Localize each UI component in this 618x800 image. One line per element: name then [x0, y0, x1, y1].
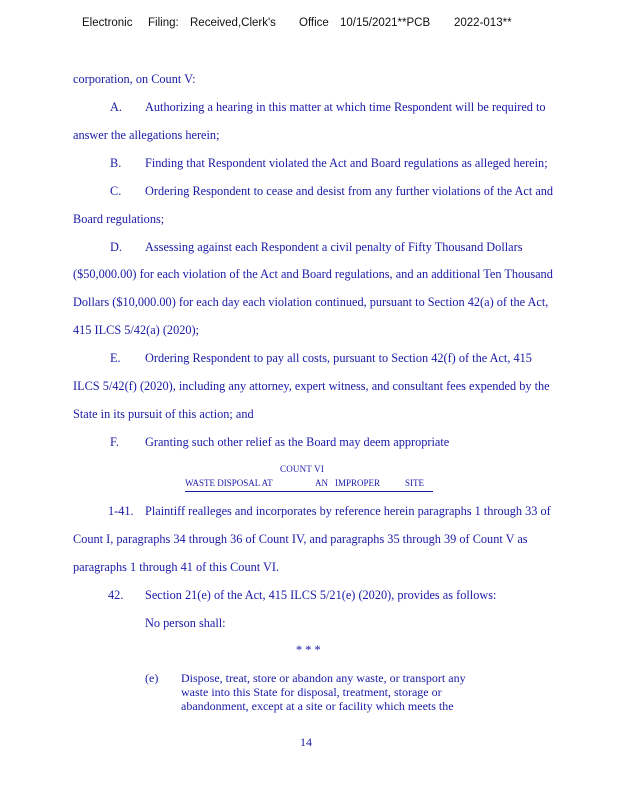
prayer-label-d: D.	[110, 240, 122, 254]
prayer-b-line-1: Finding that Respondent violated the Act and Board regulations as alleged herein;	[145, 156, 548, 170]
prayer-a-line-2: answer the allegations herein;	[73, 128, 220, 142]
prayer-c-line-2: Board regulations;	[73, 212, 165, 226]
quote-label-e: (e)	[145, 671, 159, 685]
paragraph-number-42: 42.	[108, 588, 124, 602]
header-electronic: Electronic	[82, 17, 133, 29]
paragraph-1-41-line-1: Plaintiff realleges and incorporates by reference herein paragraphs 1 through 33 of	[145, 504, 551, 518]
subheading-part-3: IMPROPER	[335, 478, 381, 488]
page-number: 14	[300, 735, 312, 749]
prayer-label-a: A.	[110, 100, 122, 114]
prayer-d-line-2: ($50,000.00) for each violation of the Act and Board regulations, and an additional Ten Thousand	[73, 267, 553, 281]
no-person-shall: No person shall:	[145, 616, 226, 630]
header-office: Office	[299, 17, 329, 29]
prayer-f-line-1: Granting such other relief as the Board may deem appropriate	[145, 435, 450, 449]
prayer-label-b: B.	[110, 156, 122, 170]
header-date: 10/15/2021**PCB	[340, 17, 431, 29]
quote-line-2: waste into this State for disposal, treatment, storage or	[181, 685, 442, 699]
prayer-e-line-3: State in its pursuit of this action; and	[73, 407, 254, 421]
section-asterisks: * * *	[296, 643, 321, 657]
prayer-c-line-1: Ordering Respondent to cease and desist from any further violations of the Act and	[145, 184, 554, 198]
prayer-a-line-1: Authorizing a hearing in this matter at which time Respondent will be required to	[145, 100, 546, 114]
paragraph-1-41-line-2: Count I, paragraphs 34 through 36 of Count IV, and paragraphs 35 through 39 of Count V as	[73, 532, 528, 546]
subheading-part-4: SITE	[405, 478, 424, 488]
header-received: Received,Clerk's	[190, 17, 276, 29]
prayer-d-line-3: Dollars ($10,000.00) for each day each violation continued, pursuant to Section 42(a) of the Act,	[73, 295, 549, 309]
header-filing: Filing:	[148, 17, 179, 29]
prayer-label-c: C.	[110, 184, 122, 198]
paragraph-1-41-line-3: paragraphs 1 through 41 of this Count VI.	[73, 560, 280, 574]
intro-line: corporation, on Count V:	[73, 72, 196, 86]
paragraph-42-line-1: Section 21(e) of the Act, 415 ILCS 5/21(e) (2020), provides as follows:	[145, 588, 497, 602]
prayer-e-line-2: ILCS 5/42(f) (2020), including any attorney, expert witness, and consultant fees expended by the	[73, 379, 550, 393]
prayer-d-line-1: Assessing against each Respondent a civil penalty of Fifty Thousand Dollars	[145, 240, 523, 254]
count-subheading	[185, 478, 433, 492]
quote-line-1: Dispose, treat, store or abandon any waste, or transport any	[181, 671, 466, 685]
prayer-label-e: E.	[110, 351, 121, 365]
prayer-e-line-1: Ordering Respondent to pay all costs, pursuant to Section 42(f) of the Act, 415	[145, 351, 532, 365]
prayer-d-line-4: 415 ILCS 5/42(a) (2020);	[73, 323, 200, 337]
prayer-label-f: F.	[110, 435, 119, 449]
subheading-part-2: AN	[315, 478, 328, 488]
count-title: COUNT VI	[280, 464, 325, 474]
paragraph-number-1-41: 1-41.	[108, 504, 134, 518]
header-case: 2022-013**	[454, 17, 512, 29]
quote-line-3: abandonment, except at a site or facility which meets the	[181, 699, 454, 713]
subheading-part-1: WASTE DISPOSAL AT	[185, 478, 273, 488]
